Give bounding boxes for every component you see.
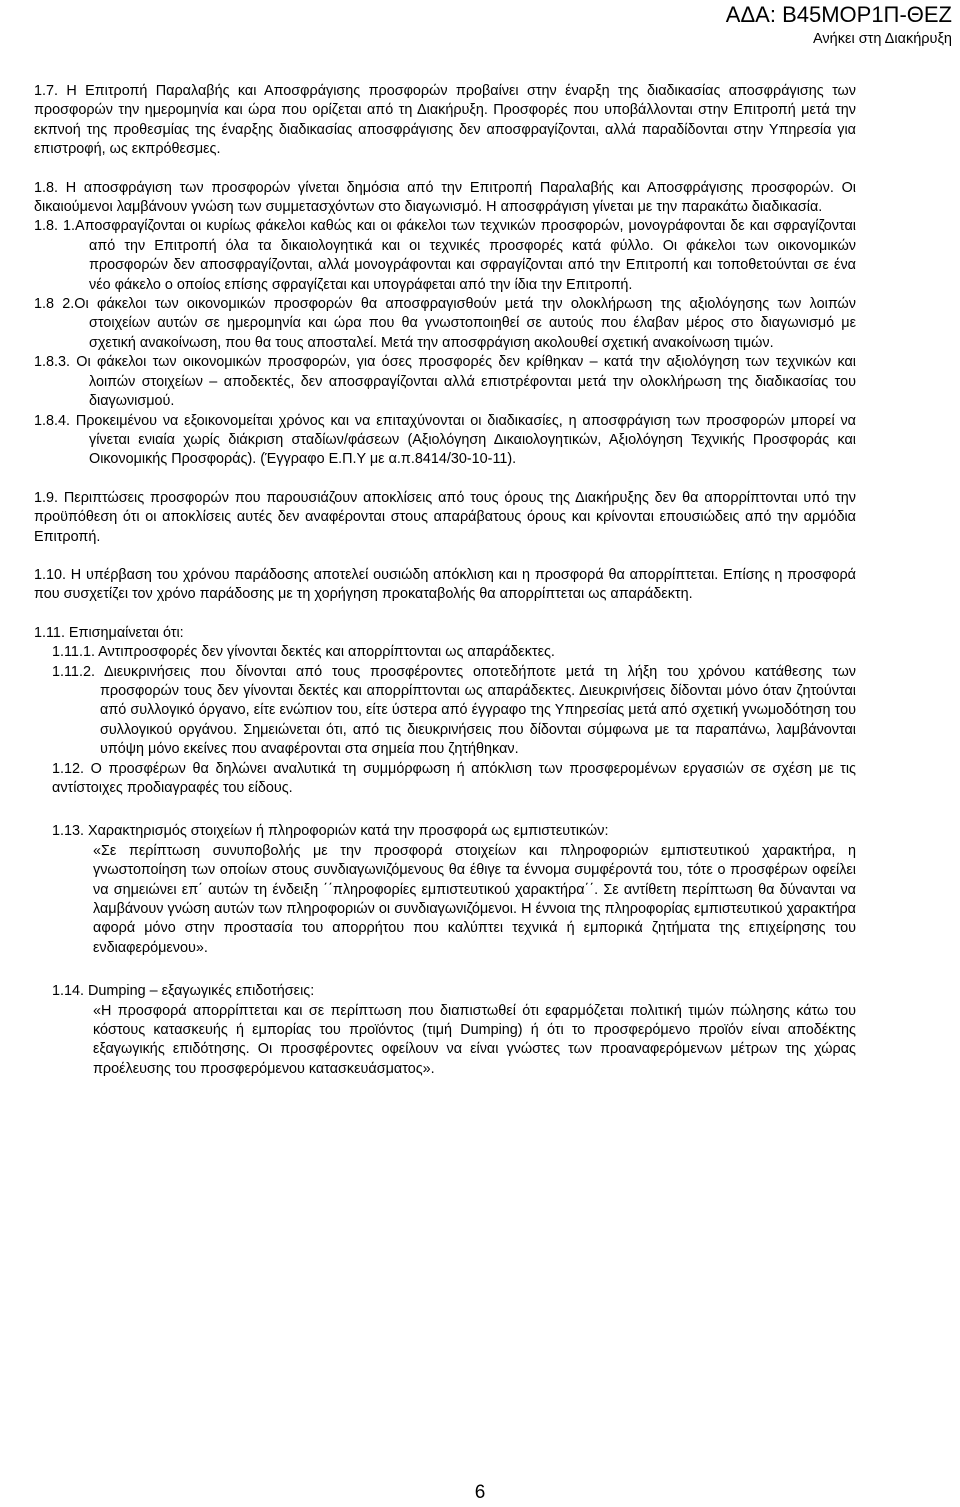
ada-code: ΑΔΑ: Β45ΜΟΡ1Π-ΘΕΖ [725,2,952,27]
paragraph-1-8-2: 1.8 2.Οι φάκελοι των οικονομικών προσφορών θα αποσφραγισθούν μετά την ολοκλήρωση της αξιολόγησης των λοιπών στοιχείων αυτών σε ημερομηνία και ώρα που θα γνωστοποιηθεί σε αυτούς που έλαβαν μέρος στο διαγωνισμό με σχετική ανακοίνωση, που θα τους αποσταλεί. Μετά την αποσφράγιση ακολουθεί σχετική ανακοίνωση τιμών. [34,296,856,351]
paragraph-1-13-title: 1.13. Χαρακτηρισμός στοιχείων ή πληροφοριών κατά την προσφορά ως εμπιστευτικών: [52,823,609,840]
paragraph-1-8-1: 1.8. 1.Αποσφραγίζονται οι κυρίως φάκελοι καθώς και οι φάκελοι των τεχνικών προσφορών, μονογράφονται δε και σφραγίζονται από την Επιτροπή όλα τα δικαιολογητικά και οι τεχνικές προσφορές κατά φύλλο. Οι φάκελοι των οικονομικών προσφορών δεν αποσφραγίζονται, αλλά μονογράφονται και σφραγίζονται από την Επιτροπή και τοποθετούνται σε ένα νέο φάκελο ο οποίος επίσης σφραγίζεται και υπογράφεται από την ίδια την Επιτροπή. [34,218,856,293]
paragraph-1-9: 1.9. Περιπτώσεις προσφορών που παρουσιάζουν αποκλίσεις από τους όρους της Διακήρυξης δεν θα απορρίπτονται υπό την προϋπόθεση ότι οι αποκλίσεις αυτές δεν αναφέρονται στους απαράβατους όρους και κρίνονται επουσιώδεις από την αρμόδια Επιτροπή. [34,489,856,545]
paragraph-1-14-title: 1.14. Dumping – εξαγωγικές επιδοτήσεις: [52,983,315,1000]
paragraph-1-11: 1.11. Επισημαίνεται ότι: [34,624,184,641]
paragraph-1-8-4: 1.8.4. Προκειμένου να εξοικονομείται χρόνος και να επιταχύνονται οι διαδικασίες, η αποσφράγιση των προσφορών μπορεί να γίνεται ενιαία χωρίς διάκριση σταδίων/φάσεων (Αξιολόγηση Δικαιολογητικών, Αξιολόγηση Τεχνικής Προσφοράς και Οικονομικής Προσφοράς). (Έγγραφο Ε.Π.Υ με α.π.8414/30-10-11). [34,412,856,468]
document-body [34,82,856,1079]
paragraph-1-13-quote: «Σε περίπτωση συνυποβολής με την προσφορά στοιχείων και πληροφοριών εμπιστευτικού χαρακτήρα, η γνωστοποίηση των οποίων στους συνδιαγωνιζόμενους θα έθιγε τα έννομα συμφέροντά του, τότε ο προσφέρων οφείλει να σημειώνει επ΄ αυτών τη ένδειξη ΄΄πληροφορίες εμπιστευτικού χαρακτήρα΄΄. Σε αντίθετη περίπτωση θα δύνανται να λαμβάνουν γνώση αυτών των πληροφοριών οι συνδιαγωνιζόμενοι. Η έννοια της πληροφορίας εμπιστευτικού χαρακτήρα αφορά μόνο στην προστασία του απορρήτου που καλύπτει τεχνικά ή εμπορικά ζητήματα της επιχείρησης του ενδιαφερόμενου». [93,842,856,956]
paragraph-1-8: 1.8. Η αποσφράγιση των προσφορών γίνεται δημόσια από την Επιτροπή Παραλαβής και Αποσφράγισης προσφορών. Οι δικαιούμενοι λαμβάνουν γνώση των συμμετασχόντων στο διαγωνισμό. Η αποσφράγιση γίνεται με την παρακάτω διαδικασία. [34,179,856,216]
paragraph-1-11-1: 1.11.1. Αντιπροσφορές δεν γίνονται δεκτές και απορρίπτονται ως απαράδεκτες. [52,644,555,661]
page-number: 6 [474,1482,486,1503]
paragraph-1-10: 1.10. Η υπέρβαση του χρόνου παράδοσης αποτελεί ουσιώδη απόκλιση και η προσφορά θα απορρίπτεται. Επίσης η προσφορά που συσχετίζει τον χρόνο παράδοσης με τη χορήγηση προκαταβολής θα απορρίπτεται ως απαράδεκτη. [34,566,856,603]
paragraph-1-7: 1.7. Η Επιτροπή Παραλαβής και Αποσφράγισης προσφορών προβαίνει στην έναρξη της διαδικασίας αποσφράγισης των προσφορών την ημερομηνία και ώρα που ορίζεται από τη Διακήρυξη. Προσφορές που υποβάλλονται στην Επιτροπή μετά την εκπνοή της προθεσμίας της έναρξης διαδικασίας αποσφράγισης δεν αποσφραγίζονται, αλλά παραδίδονται στην Υπηρεσία για επιστροφή, ως εκπρόθεσμες. [34,83,856,158]
paragraph-1-11-2: 1.11.2. Διευκρινήσεις που δίνονται από τους προσφέροντες οποτεδήποτε μετά τη λήξη του χρόνου κατάθεσης των προσφορών τους δεν γίνονται δεκτές και απορρίπτονται ως απαράδεκτες. Διευκρινήσεις δίδονται μόνο όταν ζητούνται από συλλογικό όργανο, είτε ενώπιον του, είτε ύστερα από έγγραφο της Υπηρεσίας μετά από σχετική γνωμοδότηση του συλλογικού οργάνου. Σημειώνεται ότι, από τις διευκρινήσεις που δίδονται σύμφωνα με τα παραπάνω, λαμβάνονται υπόψη μόνο εκείνες που αναφέρονται στα σημεία που ζητήθηκαν. [52,663,856,758]
paragraph-1-8-3: 1.8.3. Οι φάκελοι των οικονομικών προσφορών, για όσες προσφορές δεν κρίθηκαν – κατά την αξιολόγηση των τεχνικών και λοιπών στοιχείων – αποδεκτές, δεν αποσφραγίζονται αλλά επιστρέφονται μετά την ολοκλήρωση της διαδικασίας του διαγωνισμού. [34,354,856,410]
header-subtitle: Ανήκει στη Διακήρυξη [813,31,952,47]
paragraph-1-14-quote: «Η προσφορά απορρίπτεται και σε περίπτωση που διαπιστωθεί ότι εφαρμόζεται πολιτική τιμών πώλησης κάτω του κόστους κατασκευής ή εμπορίας του προϊόντος (τιμή Dumping) ή ότι το προσφερόμενο προϊόν είναι αποδέκτης εξαγωγικής επιδότησης. Οι προσφέροντες οφείλουν να είναι γνώστες των προαναφερόμενων μέτρων της χώρας προέλευσης του προσφερόμενου κατασκευάσματος». [93,1002,856,1077]
paragraph-1-12: 1.12. Ο προσφέρων θα δηλώνει αναλυτικά τη συμμόρφωση ή απόκλιση των προσφερομένων εργασιών σε σχέση με τις αντίστοιχες προδιαγραφές του είδους. [52,760,856,796]
